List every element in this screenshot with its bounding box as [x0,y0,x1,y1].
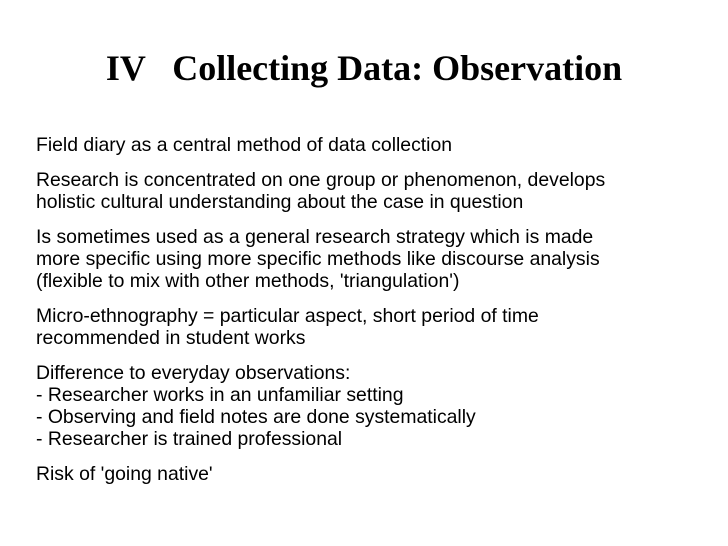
paragraph-field-diary [36,134,716,156]
text-line: Micro-ethnography = particular aspect, short period of time [36,305,539,327]
text-line: more specific using more specific methods like discourse analysis [36,248,600,270]
slide-title: IV Collecting Data: Observation [105,48,623,88]
text-line: (flexible to mix with other methods, 'triangulation') [36,270,460,292]
text-line: Risk of 'going native' [36,463,213,485]
list-item: - Researcher works in an unfamiliar setting [36,384,404,406]
text-line: recommended in student works [36,327,306,349]
text-line: Research is concentrated on one group or phenomenon, develops [36,169,606,191]
text-line: Field diary as a central method of data collection [36,134,453,156]
text-line: holistic cultural understanding about the case in question [36,191,524,213]
paragraph-research-strategy [36,226,716,292]
text-line: Difference to everyday observations: [36,362,351,384]
list-item: - Observing and field notes are done systematically [36,406,476,428]
list-item: - Researcher is trained professional [36,428,343,450]
paragraph-everyday-differences [36,362,716,450]
paragraph-going-native [36,463,716,485]
paragraph-research-focus [36,169,716,213]
text-line: Is sometimes used as a general research strategy which is made [36,226,594,248]
paragraph-micro-ethnography [36,305,716,349]
slide-body [36,134,716,498]
